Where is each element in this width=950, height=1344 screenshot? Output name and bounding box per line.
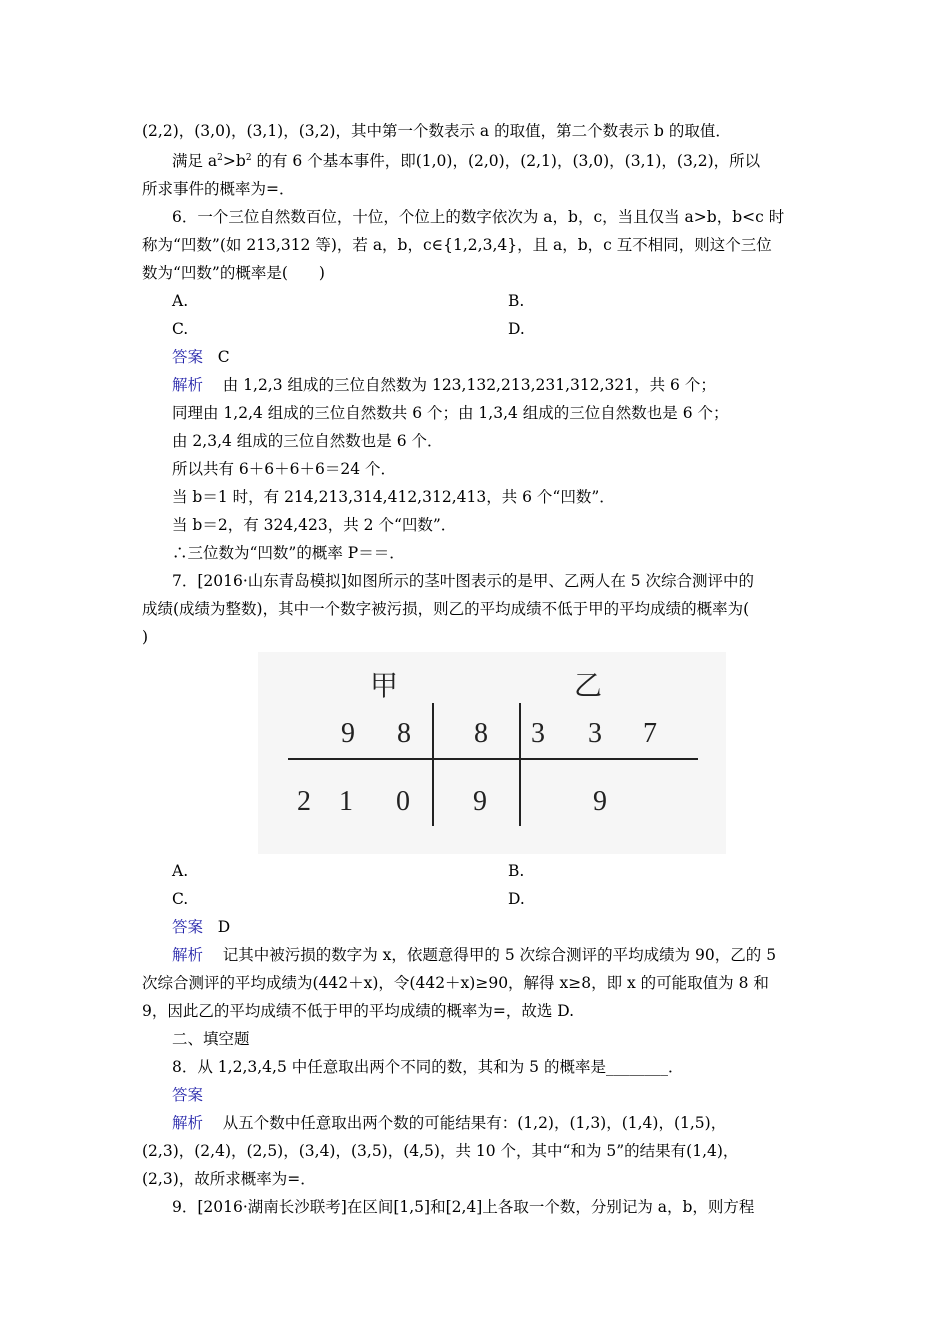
leaf-right: 3 bbox=[531, 718, 545, 749]
option-a: A. bbox=[172, 862, 189, 880]
option-b: B. bbox=[508, 862, 525, 880]
leaf-right: 9 bbox=[593, 786, 607, 817]
answer-line bbox=[172, 1085, 203, 1105]
stem-leaf-plot bbox=[258, 652, 726, 854]
text-line: 当 b＝2，有 324,423，共 2 个“凹数”． bbox=[172, 516, 457, 534]
answer-value: C bbox=[217, 348, 230, 366]
analysis-line: 解析 从五个数中任意取出两个数的可能结果有：(1,2)，(1,3)，(1,4)，(1,5)， bbox=[172, 1114, 727, 1132]
leaf-left: 8 bbox=[397, 718, 411, 749]
question-8-text: 8．从 1,2,3,4,5 中任意取出两个不同的数，其和为 5 的概率是________． bbox=[172, 1058, 684, 1076]
text-line: (2,3)，(2,4)，(2,5)，(3,4)，(3,5)，(4,5)，共 10 个，其中“和为 5”的结果有(1,4)， bbox=[142, 1142, 739, 1160]
stem: 8 bbox=[474, 718, 488, 749]
analysis-line: 解析 记其中被污损的数字为 x，依题意得甲的 5 次综合测评的平均成绩为 90，乙的 5 bbox=[172, 946, 777, 964]
leaf-right: 7 bbox=[643, 718, 657, 749]
question-7-text: 成绩(成绩为整数)，其中一个数字被污损，则乙的平均成绩不低于甲的平均成绩的概率为( bbox=[142, 600, 750, 618]
stem-leaf-svg bbox=[258, 652, 726, 854]
leaf-left: 9 bbox=[341, 718, 355, 749]
question-9-text: 9．[2016·湖南长沙联考]在区间[1,5]和[2,4]上各取一个数，分别记为 a，b，则方程 bbox=[172, 1198, 755, 1216]
text-line: 满足 $a^2>b^2$ 的有 6 个基本事件，即(1,0)，(2,0)，(2,1)，(3,0)，(3,1)，(3,2)，所以 bbox=[172, 152, 761, 170]
leaf-left: 1 bbox=[339, 786, 353, 817]
option-d: D. bbox=[508, 890, 525, 908]
stem: 9 bbox=[473, 786, 487, 817]
question-6-text: 6．一个三位自然数百位，十位，个位上的数字依次为 a，b，c，当且仅当 a>b，b<c 时 bbox=[172, 208, 785, 226]
answer-label: 答案 bbox=[172, 1086, 204, 1104]
text-line: 由 2,3,4 组成的三位自然数也是 6 个． bbox=[172, 432, 443, 450]
leaf-right: 3 bbox=[588, 718, 602, 749]
leaf-left: 0 bbox=[396, 786, 410, 817]
text-line: 同理由 1,2,4 组成的三位自然数共 6 个；由 1,3,4 组成的三位自然数也是 6 个； bbox=[172, 404, 729, 422]
text-line: ∴三位数为“凹数”的概率 P＝＝． bbox=[172, 544, 405, 562]
answer-label: 答案 bbox=[172, 918, 204, 936]
option-d: D. bbox=[508, 320, 525, 338]
text-line: (2,3)，故所求概率为=． bbox=[142, 1170, 316, 1188]
text-line: 所求事件的概率为=． bbox=[142, 180, 295, 198]
answer-line bbox=[172, 347, 230, 367]
analysis-label: 解析 bbox=[172, 376, 204, 394]
text-line: 次综合测评的平均成绩为(442＋x)，令(442＋x)≥90，解得 x≥8，即 x 的可能取值为 8 和 bbox=[142, 974, 769, 992]
question-7-text: ) bbox=[142, 628, 149, 646]
question-6-text: 数为“凹数”的概率是( ) bbox=[142, 264, 325, 282]
answer-line bbox=[172, 917, 230, 937]
option-a: A. bbox=[172, 292, 189, 310]
option-c: C. bbox=[172, 320, 189, 338]
text-line: (2,2)，(3,0)，(3,1)，(3,2)，其中第一个数表示 a 的取值，第二个数表示 b 的取值． bbox=[142, 122, 731, 140]
answer-value: D bbox=[217, 918, 231, 936]
question-6-text: 称为“凹数”(如 213,312 等)，若 a，b，c∈{1,2,3,4}，且 a，b，c 互不相同，则这个三位 bbox=[142, 236, 772, 254]
text-line: 所以共有 6＋6＋6＋6＝24 个． bbox=[172, 460, 397, 478]
section-heading: 二、填空题 bbox=[172, 1030, 250, 1048]
text-line: 9，因此乙的平均成绩不低于甲的平均成绩的概率为=，故选 D. bbox=[142, 1002, 575, 1020]
option-c: C. bbox=[172, 890, 189, 908]
text-line: 当 b＝1 时，有 214,213,314,412,312,413，共 6 个“凹数”． bbox=[172, 488, 615, 506]
answer-label: 答案 bbox=[172, 348, 204, 366]
analysis-line: 解析 由 1,2,3 组成的三位自然数为 123,132,213,231,312,321，共 6 个； bbox=[172, 376, 716, 394]
question-7-text: 7．[2016·山东青岛模拟]如图所示的茎叶图表示的是甲、乙两人在 5 次综合测评中的 bbox=[172, 572, 755, 590]
right-header: 乙 bbox=[573, 671, 603, 702]
analysis-label: 解析 bbox=[172, 946, 204, 964]
leaf-left: 2 bbox=[297, 786, 311, 817]
left-header: 甲 bbox=[369, 671, 399, 702]
option-b: B. bbox=[508, 292, 525, 310]
analysis-label: 解析 bbox=[172, 1114, 204, 1132]
